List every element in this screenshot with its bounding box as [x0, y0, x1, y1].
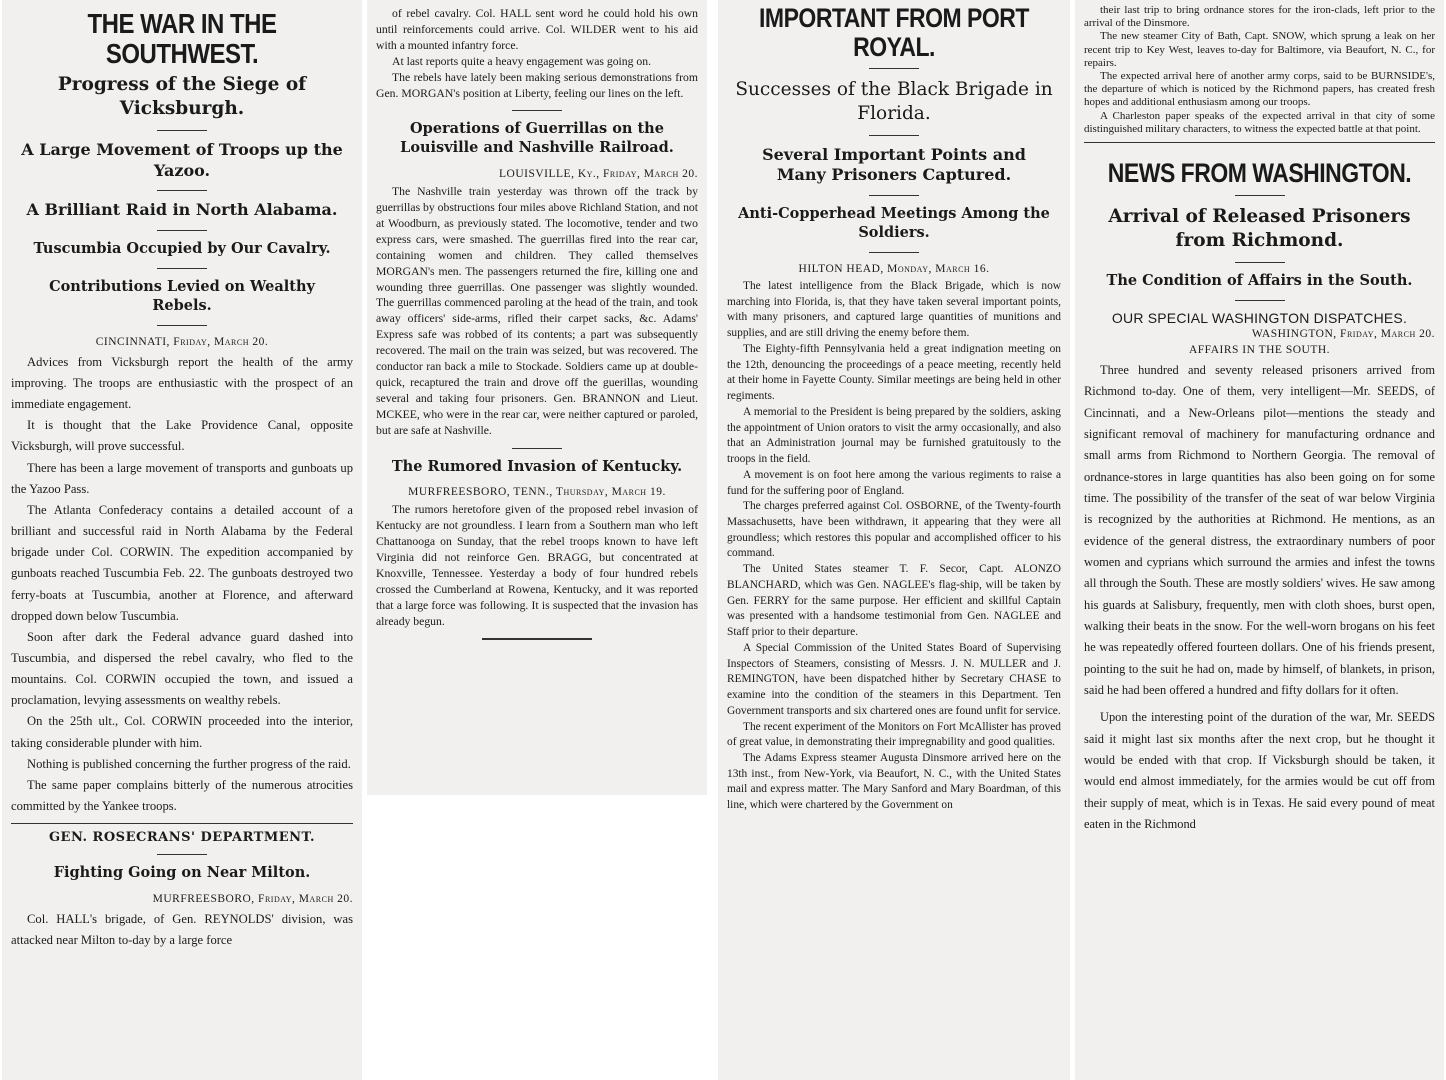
rule [869, 252, 919, 253]
subhead-black-brigade: Successes of the Black Brigade in Florida. [735, 78, 1053, 124]
paragraph: It is thought that the Lake Providence Canal, opposite Vicksburgh, will prove successful. [11, 418, 353, 454]
rule [157, 268, 207, 269]
paragraph: The recent experiment of the Monitors on Fort McAllister has proved of great value, in demonstrating their impregnability and good qualities. [727, 720, 1061, 749]
paragraph: The new steamer City of Bath, Capt. SNOW, which sprung a leak on her recent trip to Key West, leaves to-day for Baltimore, via Beaufort, N. C., for repairs. [1084, 30, 1435, 69]
paragraph: Nothing is published concerning the further progress of the raid. [27, 756, 351, 771]
paragraph: Col. HALL's brigade, of Gen. REYNOLDS' division, was attacked near Milton to-day by a large force [11, 912, 353, 948]
subhead-raid-alabama: A Brilliant Raid in North Alabama. [26, 200, 338, 220]
dateline-hilton-head: HILTON HEAD, Monday, March 16. [798, 262, 990, 275]
dateline-murfreesboro: MURFREESBORO, Friday, March 20. [152, 893, 353, 906]
rule [482, 638, 592, 640]
paragraph: Soon after dark the Federal advance guard dashed into Tuscumbia, and dispersed the rebel cavalry, who fled to the mountains. Col. CORWIN occupied the town, and issued a proclamation, levying assessments on wealthy rebels. [11, 629, 353, 708]
rule [1235, 262, 1285, 263]
subhead-yazoo: A Large Movement of Troops up the Yazoo. [21, 139, 343, 180]
paragraph: Three hundred and seventy released prisoners arrived from Richmond to-day. One of them, very intelligent—Mr. SEEDS, of Cincinnati, and a New-Orleans pilot—mentions the steady and significant removal of machinery for manufacturing ordnance and small arms from Richmond to Northern Georgia. The removal of ordnance-stores in large quantities has also been going on for some time. The possibility of the transfer of the seat of war below Virginia is recognized by the authorities at Richmond. He mentions, as an evidence of the general distress, the extraordinary numbers of poor women and cyprians which surround the armies and infest the towns all through the South. These are mostly soldiers' wives. He saw among his guards at Salisbury, frequently, men with cloth shoes, burst open, walking their beats in the snow. For the well-worn brogans on his feet he was repeatedly offered fourteen dollars. One of his friends present, pointing to the suit he had on, made by himself, of blankets, in prison, said he had been offered a hundred and fifty dollars for it often. [1084, 363, 1435, 698]
rule [1084, 142, 1435, 143]
headline-rosecrans-department: GEN. ROSECRANS' DEPARTMENT. [48, 830, 316, 846]
subhead-tuscumbia: Tuscumbia Occupied by Our Cavalry. [33, 240, 331, 258]
paragraph: The Eighty-fifth Pennsylvania held a great indignation meeting on the 12th, denouncing the proceedings of a peace meeting, recently held at their home in Fayette County. Similar meetings are being held in other regiments. [727, 342, 1061, 403]
paragraph: The charges preferred against Col. OSBORNE, of the Twenty-fourth Massachusetts, have been withdrawn, it appearing that they were all groundless; which restores this popular and accomplished officer to his command. [727, 500, 1061, 560]
paragraph: The same paper complains bitterly of the numerous atrocities committed by the Yankee troops. [11, 777, 353, 814]
rule [1235, 300, 1285, 301]
article-body [1084, 4, 1435, 136]
paragraph: The Atlanta Confederacy contains a detailed account of a brilliant and successful raid in North Alabama by the Federal brigade under Col. CORWIN. The expedition accompanied by gunboats reached Tuscumbia Feb. 22. The gunboats destroyed two ferry-boats at Tuscumbia, another at Florence, and afterward dropped down below Tuscumbia. [11, 502, 353, 623]
dateline-cincinnati: CINCINNATI, Friday, March 20. [95, 335, 269, 348]
subhead-condition-south: The Condition of Affairs in the South. [1106, 272, 1413, 290]
article-body [727, 279, 1061, 814]
column-washington [1075, 0, 1444, 1080]
paragraph: The rebels have lately been making serious demonstrations from Gen. MORGAN's position at Liberty, feeling our lines on the left. [376, 70, 698, 100]
subhead-invasion-kentucky: The Rumored Invasion of Kentucky. [391, 457, 683, 475]
dateline-louisville: LOUISVILLE, Ky., Friday, March 20. [499, 168, 698, 181]
article-body [376, 6, 698, 101]
headline-port-royal: IMPORTANT FROM PORT ROYAL. [759, 3, 1029, 63]
paragraph: The expected arrival here of another army corps, said to be BURNSIDE's, the departure of which is noticed by the Richmond papers, has created fresh hopes and additional enthusiasm among our troops. [1084, 69, 1435, 109]
rule [869, 68, 919, 69]
rule [11, 823, 353, 824]
paragraph: There has been a large movement of transports and gunboats up the Yazoo Pass. [11, 460, 353, 496]
subhead-points-captured: Several Important Points and Many Prisoners Captured. [762, 144, 1026, 185]
paragraph: Upon the interesting point of the duration of the war, Mr. SEEDS said it might last six months after the next crop, but he thought it would be ended with that crop. If Vicksburgh should be taken, it would end almost immediately, for the armies would be cut off from their supply of meat, which is in Texas. He said every pound of meat eaten in the Richmond [1084, 710, 1435, 831]
column-continuation [367, 0, 707, 795]
paragraph: The latest intelligence from the Black Brigade, which is now marching into Florida, is, that they have taken several important points, with many prisoners, and captured large quantities of munitions and supplies, and are still driving the enemy before them. [727, 279, 1061, 340]
headline-war-southwest: THE WAR IN THE SOUTHWEST. [87, 8, 277, 71]
article-body [1084, 360, 1435, 835]
paragraph: The rumors heretofore given of the proposed rebel invasion of Kentucky are not groundless. I learn from a Southern man who left Chattanooga on Sunday, that the rebel troops known to have left Virginia did not reinforce Gen. BRAGG, but concentrated at Knoxville, Tennessee. Yesterday a body of four hundred rebels crossed the Cumberland at Rowena, Kentucky, and it was reported that a large force was following. It is suspected that the invasion has already begun. [376, 503, 698, 628]
paragraph: A movement is on foot here among the various regiments to raise a fund for the suffering poor of England. [727, 468, 1061, 497]
paragraph: The Nashville train yesterday was thrown off the track by guerrillas by obstructions four miles above Richland Station, and not at Woodburn, as previously stated. The locomotive, tender and two express cars, were smashed. The guerrillas fired into the rear car, containing women and children. They called themselves MORGAN's men. The passengers returned the fire, killing one and wounding three guerrillas. One passenger was slightly wounded. The guerrillas commenced paroling at the head of the train, and took away officers' side-arms, rifled their carpet sacks, &c. Adams' Express safe was robbed of its contents; a part was subsequently recovered. The mail on the train was seized, but was recovered. The conductor ran back a mile to Stockade. Soldiers came up at double-quick, recaptured the train and drove off the guerillas, wounding several and taking four prisoners. Gen. BRANNON and Lieut. MCKEE, who were in the rear car, were neither captured or paroled, but are safe at Nashville. [376, 185, 698, 437]
rule [512, 110, 562, 111]
rule [869, 135, 919, 136]
subhead-released-prisoners: Arrival of Released Prisoners from Richmond. [1108, 206, 1411, 252]
subhead-anti-copperhead: Anti-Copperhead Meetings Among the Soldiers. [738, 205, 1050, 242]
paragraph: On the 25th ult., Col. CORWIN proceeded into the interior, taking considerable plunder with him. [11, 714, 353, 750]
rule [157, 230, 207, 231]
paragraph: A Charleston paper speaks of the expected arrival in that city of some distinguished military characters, to witness the expected battle at that point. [1084, 109, 1435, 135]
dateline-washington: WASHINGTON, Friday, March 20. [1251, 328, 1435, 341]
column-southwest [2, 0, 362, 1080]
subhead-siege-vicksburgh: Progress of the Siege of Vicksburgh. [57, 73, 307, 119]
paragraph: of rebel cavalry. Col. HALL sent word he could hold his own until reinforcements could arrive. Col. WILDER went to his aid with a mounted infantry force. [376, 7, 698, 52]
headline-news-washington: NEWS FROM WASHINGTON. [1107, 157, 1412, 188]
paragraph: their last trip to bring ordnance stores for the iron-clads, left prior to the arrival of the Dinsmore. [1084, 4, 1435, 30]
paragraph: At last reports quite a heavy engagement was going on. [392, 54, 652, 68]
paragraph: A memorial to the President is being prepared by the soldiers, asking the appointment of Union orators to visit the army occasionally, and also that an Administration journal may be furnished gratuitously to the troops in the field. [727, 405, 1061, 466]
subhead-guerrillas: Operations of Guerrillas on the Louisville and Nashville Railroad. [400, 120, 674, 157]
article-body [376, 184, 698, 439]
subhead-milton: Fighting Going on Near Milton. [53, 864, 311, 882]
paragraph: The United States steamer T. F. Secor, Capt. ALONZO BLANCHARD, which was Gen. NAGLEE's flag-ship, will be taken by Gen. FERRY for the same purpose. Her efficient and skillful Captain was presented with a handsome testimonial from Gen. NAGLEE and Staff prior to their departure. [727, 563, 1061, 639]
paragraph: A Special Commission of the United States Board of Supervising Inspectors of Steamers, consisting of Messrs. J. N. MULLER and J. REMINGTON, have been dispatched hither by Secretary CHASE to examine into the condition of the steamers in this Department. Ten Government transports and six chartered ones are found unfit for service. [727, 641, 1061, 717]
article-body [376, 502, 698, 629]
rule [869, 195, 919, 196]
rule [157, 325, 207, 326]
paragraph: The Adams Express steamer Augusta Dinsmore arrived here on the 13th inst., from New-York, via Beaufort, N. C., with the United States mail and express matter. The Mary Sanford and Mary Boardman, of this line, which were chartered by the Government on [727, 752, 1061, 812]
rule [157, 130, 207, 131]
paragraph: Advices from Vicksburgh report the health of the army improving. The troops are enthusiastic with the prospect of an immediate engagement. [11, 354, 353, 412]
heading-special-dispatches: OUR SPECIAL WASHINGTON DISPATCHES. [1111, 310, 1408, 327]
dateline-murfreesboro-tenn: MURFREESBORO, TENN., Thursday, March 19. [408, 486, 666, 499]
rule [1235, 195, 1285, 196]
subhead-contributions: Contributions Levied on Wealthy Rebels. [49, 278, 315, 314]
rule [157, 854, 207, 855]
rule [512, 448, 562, 449]
column-port-royal [718, 0, 1070, 1080]
section-label-affairs-south: AFFAIRS IN THE SOUTH. [1188, 344, 1331, 357]
article-body [11, 352, 353, 817]
rule [157, 190, 207, 191]
